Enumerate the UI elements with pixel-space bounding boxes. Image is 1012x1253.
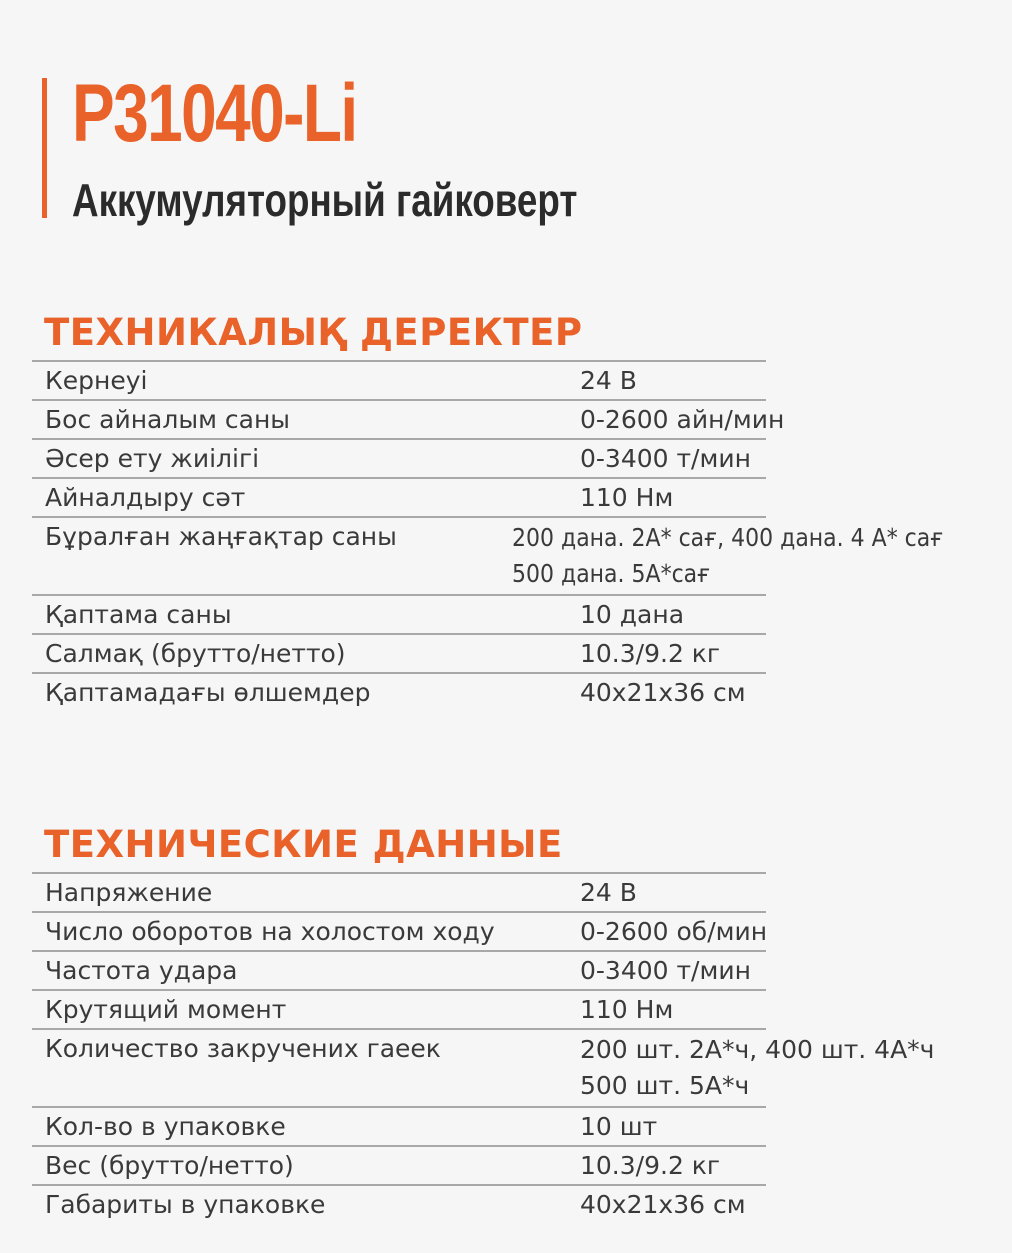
spec-value [568,637,1002,670]
spec-table [32,360,1002,711]
spec-value-line: 500 дана. 5А*сағ [511,559,711,588]
spec-label: Айналдыру сәт [45,483,246,512]
spec-value-line: 10 шт [580,1112,658,1141]
product-subtitle: Аккумуляторный гайковерт [72,174,578,226]
spec-value-line: 0-2600 айн/мин [580,405,785,434]
table-row [32,633,1002,672]
table-row [32,872,1002,911]
header-accent-bar [42,78,47,218]
table-row [32,989,1002,1028]
table-row [32,399,1002,438]
spec-value-line: 110 Нм [580,995,674,1024]
specs-section-kazakh [32,306,1002,711]
spec-value-line: 110 Нм [580,483,674,512]
spec-label: Бос айналым саны [45,405,291,434]
spec-value [568,1032,1002,1104]
table-row [32,1184,1002,1223]
spec-value-line: 200 шт. 2А*ч, 400 шт. 4А*ч [580,1035,935,1064]
spec-value [568,915,1002,948]
spec-value-line: 10.3/9.2 кг [580,639,721,668]
spec-label: Частота удара [45,956,238,985]
spec-value-line: 24 В [580,366,637,395]
spec-value [568,364,1002,397]
specs-section-russian [32,818,1002,1223]
table-row [32,911,1002,950]
spec-value [568,1188,1002,1221]
spec-value [500,520,1002,592]
spec-label: Кол-во в упаковке [45,1112,286,1141]
spec-value-line: 0-3400 т/мин [580,444,751,473]
spec-table [32,872,1002,1223]
spec-value-line: 10 дана [580,600,685,629]
table-row [32,594,1002,633]
spec-label: Қаптамадағы өлшемдер [45,678,371,707]
product-model: P31040-Li [72,68,357,159]
spec-label: Бұралған жаңғақтар саны [45,522,397,551]
spec-label: Салмақ (брутто/нетто) [45,639,346,668]
table-row [32,1028,1002,1106]
spec-label: Крутящий момент [45,995,287,1024]
spec-value-line: 40х21х36 см [580,1190,746,1219]
spec-value [568,598,1002,631]
spec-value-line: 200 дана. 2А* сағ, 400 дана. 4 А* сағ [511,523,944,552]
section-title: ТЕХНИЧЕСКИЕ ДАННЫЕ [44,823,563,866]
table-row [32,1106,1002,1145]
section-title: ТЕХНИКАЛЫҚ ДЕРЕКТЕР [44,311,583,354]
spec-value [568,954,1002,987]
spec-label: Вес (брутто/нетто) [45,1151,294,1180]
spec-label: Қаптама саны [45,600,232,629]
table-row [32,477,1002,516]
spec-value-line: 40х21х36 см [580,678,746,707]
spec-value [568,403,1002,436]
table-row [32,1145,1002,1184]
spec-label: Количество закручених гаеек [45,1034,441,1063]
table-row [32,438,1002,477]
spec-label: Әсер ету жиілігі [45,444,260,473]
spec-value [568,993,1002,1026]
spec-value [568,676,1002,709]
table-row [32,672,1002,711]
spec-value-line: 500 шт. 5А*ч [580,1071,750,1100]
spec-value-line: 0-3400 т/мин [580,956,751,985]
spec-value-line: 0-2600 об/мин [580,917,768,946]
table-row [32,360,1002,399]
spec-value [568,1149,1002,1182]
spec-value [568,442,1002,475]
spec-value-line: 10.3/9.2 кг [580,1151,721,1180]
spec-label: Кернеуі [45,366,148,395]
spec-label: Число оборотов на холостом ходу [45,917,495,946]
spec-value [568,876,1002,909]
spec-label: Напряжение [45,878,213,907]
spec-value-line: 24 В [580,878,637,907]
table-row [32,516,1002,594]
spec-label: Габариты в упаковке [45,1190,326,1219]
spec-value [568,481,1002,514]
spec-value [568,1110,1002,1143]
table-row [32,950,1002,989]
